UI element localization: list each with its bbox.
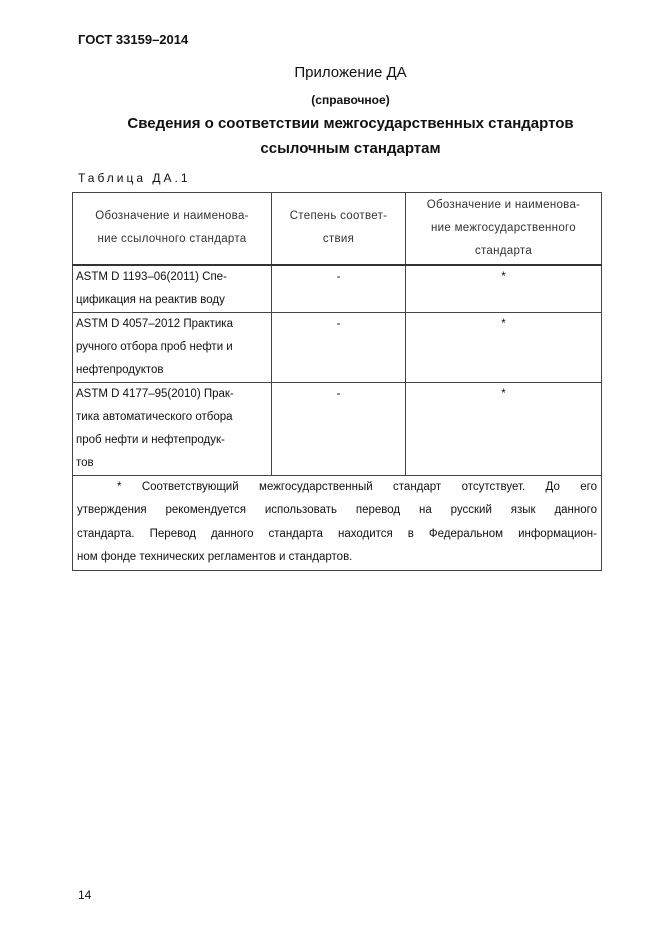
appendix-title: Приложение ДА xyxy=(294,64,407,81)
note-line: ном фонде технических регламентов и стандартов. xyxy=(77,551,353,563)
reference-cell xyxy=(73,312,272,382)
header-line: Обозначение и наименова- xyxy=(426,198,581,211)
header-reference-standard xyxy=(73,193,272,265)
header-line: ние межгосударственного xyxy=(431,221,576,234)
cell-line: тов xyxy=(76,456,94,469)
cell-line: ручного отбора проб нефти и xyxy=(76,340,233,353)
cell-line: цификация на реактив воду xyxy=(76,293,225,306)
interstate-cell: * xyxy=(406,265,602,313)
header-line: Степень соответ- xyxy=(289,210,388,223)
cell-line: нефтепродуктов xyxy=(76,363,164,376)
table-caption: Таблица ДА.1 xyxy=(78,171,191,185)
note-line: утверждения рекомендуется использовать перевод на русский язык данного xyxy=(77,504,597,516)
appendix-subtitle: (справочное) xyxy=(311,93,390,107)
reference-cell xyxy=(73,382,272,475)
header-line: ние ссылочного стандарта xyxy=(97,233,247,246)
cell-line: ASTM D 1193–06(2011) Спе- xyxy=(76,270,227,283)
note-line: стандарта. Перевод данного стандарта находится в Федеральном информацион- xyxy=(77,527,597,540)
appendix-heading-line-2: ссылочным стандартам xyxy=(260,140,441,157)
header-degree xyxy=(272,193,406,265)
cell-line: ASTM D 4177–95(2010) Прак- xyxy=(76,387,234,400)
degree-cell: - xyxy=(272,312,406,382)
appendix-heading-line-1: Сведения о соответствии межгосударственных стандартов xyxy=(127,115,574,132)
note-line: * Соответствующий межгосударственный стандарт отсутствует. До его xyxy=(117,480,597,493)
standards-table xyxy=(72,192,602,571)
table-row xyxy=(73,312,602,382)
page-number: 14 xyxy=(78,888,92,902)
degree-cell: - xyxy=(272,265,406,313)
reference-cell xyxy=(73,265,272,313)
header-line: стандарта xyxy=(474,244,533,257)
document-code: ГОСТ 33159–2014 xyxy=(78,32,189,47)
table-row xyxy=(73,265,602,313)
table-note-row xyxy=(73,475,602,570)
degree-cell: - xyxy=(272,382,406,475)
table-header-row xyxy=(73,193,602,265)
header-line: ствия xyxy=(322,233,355,246)
cell-line: проб нефти и нефтепродук- xyxy=(76,433,225,446)
cell-line: ASTM D 4057–2012 Практика xyxy=(76,317,233,330)
table-row xyxy=(73,382,602,475)
header-line: Обозначение и наименова- xyxy=(95,210,249,223)
header-interstate-standard xyxy=(406,193,602,265)
interstate-cell: * xyxy=(406,312,602,382)
cell-line: тика автоматического отбора xyxy=(76,410,233,423)
interstate-cell: * xyxy=(406,382,602,475)
table-note xyxy=(73,475,602,570)
